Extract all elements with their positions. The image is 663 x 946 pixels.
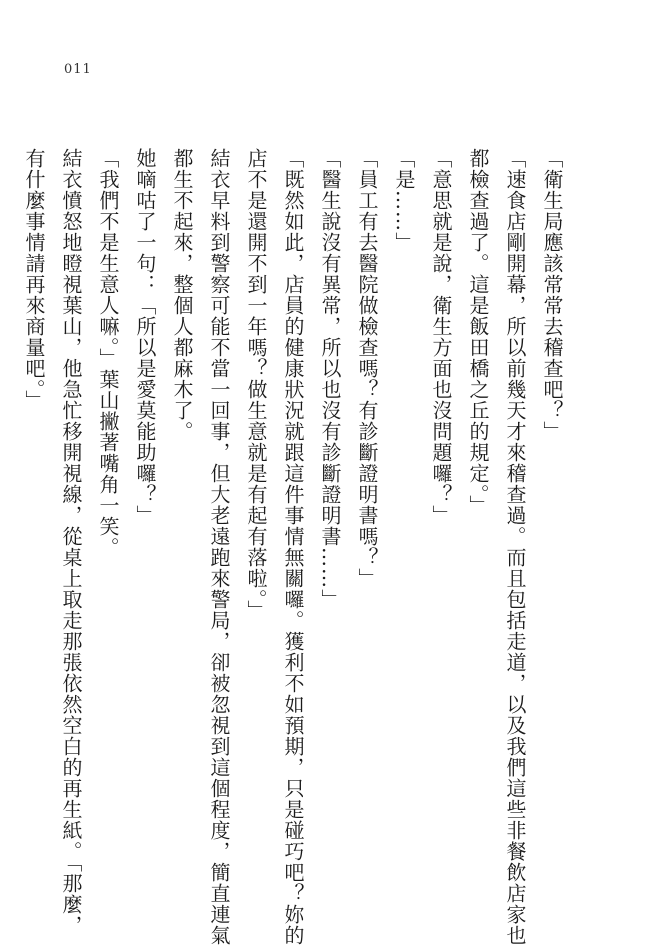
text-line: 店不是還開不到一年嗎？做生意就是有起有落啦。」	[244, 148, 268, 621]
text-line: 「既然如此，店員的健康狀況就跟這件事情無關囉。獲利不如預期，只是碰巧吧？妳的	[281, 148, 305, 946]
text-line: 「醫生說沒有異常，所以也沒有診斷證明書……」	[318, 148, 342, 610]
text-line: 「速食店剛開幕，所以前幾天才來稽查過。而且包括走道，以及我們這些非餐飲店家也	[503, 148, 527, 946]
text-line: 「是……」	[392, 148, 416, 253]
text-line: 「員工有去醫院做檢查嗎？有診斷證明書嗎？」	[355, 148, 379, 589]
vertical-text-body	[22, 148, 570, 946]
text-line: 都檢查過了。這是飯田橋之丘的規定。」	[466, 148, 490, 516]
text-line: 結衣憤怒地瞪視葉山，他急忙移開視線，從桌上取走那張依然空白的再生紙。「那麼，	[59, 148, 83, 936]
text-line: 結衣早料到警察可能不當一回事，但大老遠跑來警局，卻被忽視到這個程度，簡直連氣	[207, 148, 231, 946]
text-line: 「衛生局應該常常去稽查吧？」	[540, 148, 564, 442]
text-line: 有什麼事情請再來商量吧。」	[22, 148, 46, 411]
page-number: 011	[64, 62, 92, 77]
text-line: 她嘀咕了一句：「所以是愛莫能助囉？」	[133, 148, 157, 526]
text-line: 「我們不是生意人嘛。」葉山撇著嘴角一笑。	[96, 148, 120, 558]
text-line: 都生不起來，整個人都麻木了。	[170, 148, 194, 442]
text-line: 「意思就是說，衛生方面也沒問題囉？」	[429, 148, 453, 526]
